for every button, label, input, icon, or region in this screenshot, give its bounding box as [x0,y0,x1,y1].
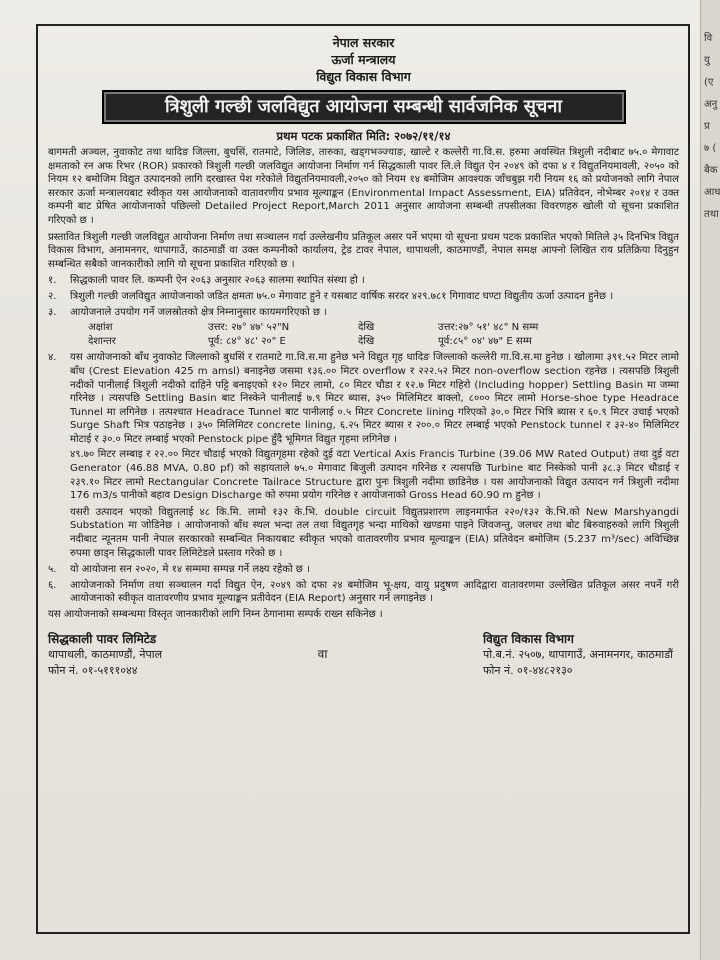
latitude-to: उत्तर:२७° ५१' ४८" N सम्म [438,322,539,334]
item-number: २. [48,290,57,302]
intro-paragraph: बागमती अञ्चल, नुवाकोट तथा धादिङ जिल्ला, बुधसिं, रातमाटे, जिलिङ, तारुका, खड्गभञ्ज्याङ, खाल्टे र कल्लेरी गा.वि.स. हरुमा अवस्थित त्रिशुली नदीबाट ७५.० मेगावाट क्षमताको रन अफ रिभर (ROR) प्रकारको त्रिशुली गल्छी जलविद्युत आयोजना निर्माण गर्न सिद्धकाली पावर लि.ले विद्युत ऐन २०४९ को दफा ४ र विद्युतनियमावली, २०५० को नियम १२ बमोजिम विद्युत उत्पादनको लागि दरखास्त पेश गरेकोले विद्युतनियमावली,२०५० को नियम १४ बमोजिम आवश्यक जाँचबुझ गरी नियम १६ को प्रयोजनको लागि नेपाल सरकार ऊर्जा मन्त्रालयबाट स्वीकृत यस आयोजनाको वातावरणीय प्रभाव मूल्याङ्कन (Environmental Impact Assessment, EIA) प्रतिवेदन, नोभेम्बर २०१४ र उक्त कम्पनी बाट प्रेषित आयोजनाको पछिल्लो Detailed Project Report,March 2011 अनुसार आयोजना सम्बन्धी तपसीलका विवरणहरु खोली यो सूचना प्रकाशित गरिएको छ । [48,147,679,226]
item-number: ५. [48,564,57,576]
adjacent-page-edge [700,0,720,960]
powerhouse-paragraph: ४९.७० मिटर लम्बाइ र २२.०० मिटर चौडाई भएको विद्युतगृहमा रहेको दुई वटा Vertical Axis Francis Turbine (39.06 MW Rated Output) तथा दुई वटा Generator (46.88 MVA, 0.80 pf) को सहायताले ७५.० मेगावाट बिजुली उत्पादन गरिनेछ र त्यसपछि Turbine बाट निस्केको पानी ३८.३ मिटर चौडाई र २३९.१० मिटर लामो Rectangular Concrete Tailrace Structure द्वारा पुनः त्रिशुली नदीमा छाडिनेछ । यस आयोजनाको विद्युत उत्पादन गर्न त्रिशुली नदीमा 176 m3/s पानीको बहाव Design Discharge को रुपमा प्रयोग गरिनेछ र आयोजनाको Gross Head 60.90 m हुनेछ । [70,449,679,502]
edge-fragment: (ए [704,77,714,88]
list-item [48,306,679,320]
closing-line: यस आयोजनाको सम्बन्धमा विस्तृत जानकारीको लागि निम्न ठेगानामा सम्पर्क राख्न सकिनेछ । [48,609,383,620]
longitude-label: देशान्तर [88,335,116,347]
contact-department [483,632,673,679]
contact-company [48,632,162,679]
transmission-paragraph: यसरी उत्पादन भएको विद्युतलाई ४८ कि.मि. लामो १३२ के.भि. double circuit विद्युतप्रशारण लाइनमार्फत २२०/१३२ के.भि.को New Marshyangdi Substation मा जोडिनेछ । आयोजनाको बाँध स्थल भन्दा तल तथा विद्युतगृह भन्दा माथिको खण्डमा पाइने जिवजन्तु, जलचर तथा बोट बिरुवाहरुको लागि त्रिशुली नदीबाट न्यूनतम पानी नेपाल सरकारको सम्बन्धित निकायबाट स्वीकृत भएको वातावरणीय प्रभाव मूल्याङ्कन (EIA) प्रतिवेदन बमोजिम (5.237 m³/sec) अविच्छिन्न रुपमा छाड्न सिद्धकाली पावर लिमिटेडले प्रस्ताव गरेको छ । [70,506,679,559]
list-item [48,351,679,446]
latitude-from: उत्तर: २७° ४७' ५२"N [208,322,290,334]
publication-date: प्रथम पटक प्रकाशित मिति: २०७२/११/१४ [276,129,451,143]
item-text: यस आयोजनाको बाँध नुवाकोट जिल्लाको बुधसिं र रातमाटे गा.वि.स.मा हुनेछ भने विद्युत गृह धादिङ जिल्लाको कल्लेरी गा.वि.स.मा हुनेछ । खोलामा ३९१.५२ मिटर लामो बाँध (Crest Elevation 425 m amsl) बनाइनेछ जसमा १३६.०० मिटर overflow र २२२.५२ मिटर non-overflow section रहनेछ । त्यसपछि त्रिशुली नदीको पानीलाई त्रिशुली नदीको दाहिने पट्टि बनाइएको १२० मिटर लामो, ८० मिटर चौडा र १२.७ मिटर गहिरो (Including hopper) Settling Basin मा जम्मा गरिनेछ । त्यसपछि Settling Basin बाट निस्केने पानीलाई ७.९ मिटर ब्यास, ३५० मिलिमिटर बाक्लो, ८००० मिटर लामो Horse-shoe type Headrace Tunnel मा लगिनेछ । तत्पश्चात Headrace Tunnel बाट पानीलाई ०.५ मिटर Concrete lining गरिएको ३०.० मिटर भित्रि ब्यास र ६०.९ मिटर उचाई भएको Surge Shaft भित्र पठाइनेछ । ३५० मिलिमिटर concrete lining, ६.२५ मिटर ब्यास र २००.० मिटर लम्बाई भएको Penstock tunnel र ३२-४० मिलिमिटर मोटाई र ३०.० मिटर लम्बाई भएको Penstock pipe हुँदै भूमिगत विद्युत गृहमा लगिनेछ । [70,352,679,445]
header-ministry: ऊर्जा मन्त्रालय [331,52,396,67]
longitude-dekhi: देखि [358,335,375,347]
company-address: थापाथली, काठमाण्डौं, नेपाल [48,648,163,662]
company-name: सिद्धकाली पावर लिमिटेड [48,631,157,646]
latitude-label: अक्षांश [88,322,113,334]
item-text: आयोजनाले उपयोग गर्ने जलस्रोतको क्षेत्र निम्नानुसार कायमगरिएको छ । [70,306,328,318]
latitude-dekhi: देखि [358,322,375,334]
department-phone: फोन नं. ०१-४४८२१३० [483,663,573,677]
or-separator: वा [317,647,328,662]
header-department: विद्युत विकास विभाग [316,69,411,84]
department-name: विद्युत विकास विभाग [483,631,574,646]
edge-fragment: अनु [704,99,718,110]
header-government: नेपाल सरकार [332,35,395,50]
list-item [48,274,679,288]
list-item [48,290,679,304]
item-text: सिद्धकाली पावर लि. कम्पनी ऐन २०६३ अनुसार २०६३ सालमा स्थापित संस्था हो । [70,275,365,287]
objection-paragraph: प्रस्तावित त्रिशुली गल्छी जलविद्युत आयोजना निर्माण तथा सञ्चालन गर्दा उल्लेखनीय प्रतिकूल असर पर्ने भएमा यो सूचना प्रथम पटक प्रकाशित भएको मितिले ३५ दिनभित्र विद्युत विकास विभाग, अनामनगर, थापागाउँ, काठमाडौं वा उक्त कम्पनीको कार्यालय, ट्रेड टावर नेपाल, थापाथली, काठमाण्डौं, नेपाल समक्ष आफ्नो लिखित राय प्रतिक्रिया दिनुहुन सम्बन्धित सबैको जानकारीको लागि यो सूचना प्रकाशित गरिएको छ । [48,231,679,270]
edge-fragment: तथा [704,209,719,220]
item-number: ३. [48,306,57,318]
company-phone: फोन नं. ०१-५१११०४४ [48,663,138,677]
longitude-to: पूर्व:८५° ०४' ४७" E सम्म [438,335,532,347]
edge-fragment: आध [704,187,720,198]
edge-fragment: वि [704,33,713,44]
edge-fragment: बैक [704,165,718,176]
item-number: ४. [48,352,57,364]
item-text: आयोजनाको निर्माण तथा सञ्चालन गर्दा विद्युत ऐन, २०४९ को दफा २४ बमोजिम भू-क्षय, वायु प्रदुषण आदिद्वारा वातावरणमा उल्लेखित प्रतिकूल असर नपर्ने गरी आयोजनाको स्वीकृत वातावरणीय प्रभाव मूल्याङ्कन प्रतीवेदन (EIA Report) अनुसार गर्न लगाइनेछ । [70,579,679,605]
department-address: पो.ब.नं. २५०७, थापागाउँ, अनामनगर, काठमाडौं [483,648,673,662]
edge-fragment: प्र [704,121,710,132]
coordinates-table [88,321,679,348]
longitude-from: पूर्व: ८४° ४८' २०" E [208,335,286,347]
notice-title: त्रिशुली गल्छी जलविद्युत आयोजना सम्बन्धी सार्वजनिक सूचना [102,90,626,124]
list-item [48,579,679,606]
contact-footer [48,632,679,679]
public-notice [36,24,690,934]
list-item [48,563,679,577]
item-text: त्रिशुली गल्छी जलविद्युत आयोजनाको जडित क्षमता ७५.० मेगावाट हुने र यसबाट वार्षिक सरदर ४२९.७८१ गिगावाट घण्टा विद्युतीय ऊर्जा उत्पादन हुनेछ । [70,290,614,302]
item-number: ६. [48,579,57,591]
item-text: यो आयोजना सन २०२०, मे १४ सम्ममा सम्पन्न गर्ने लक्ष्य रहेको छ । [70,564,310,576]
edge-fragment: यु [704,55,710,66]
edge-fragment: ७ ( [704,143,717,154]
item-number: १. [48,275,57,287]
